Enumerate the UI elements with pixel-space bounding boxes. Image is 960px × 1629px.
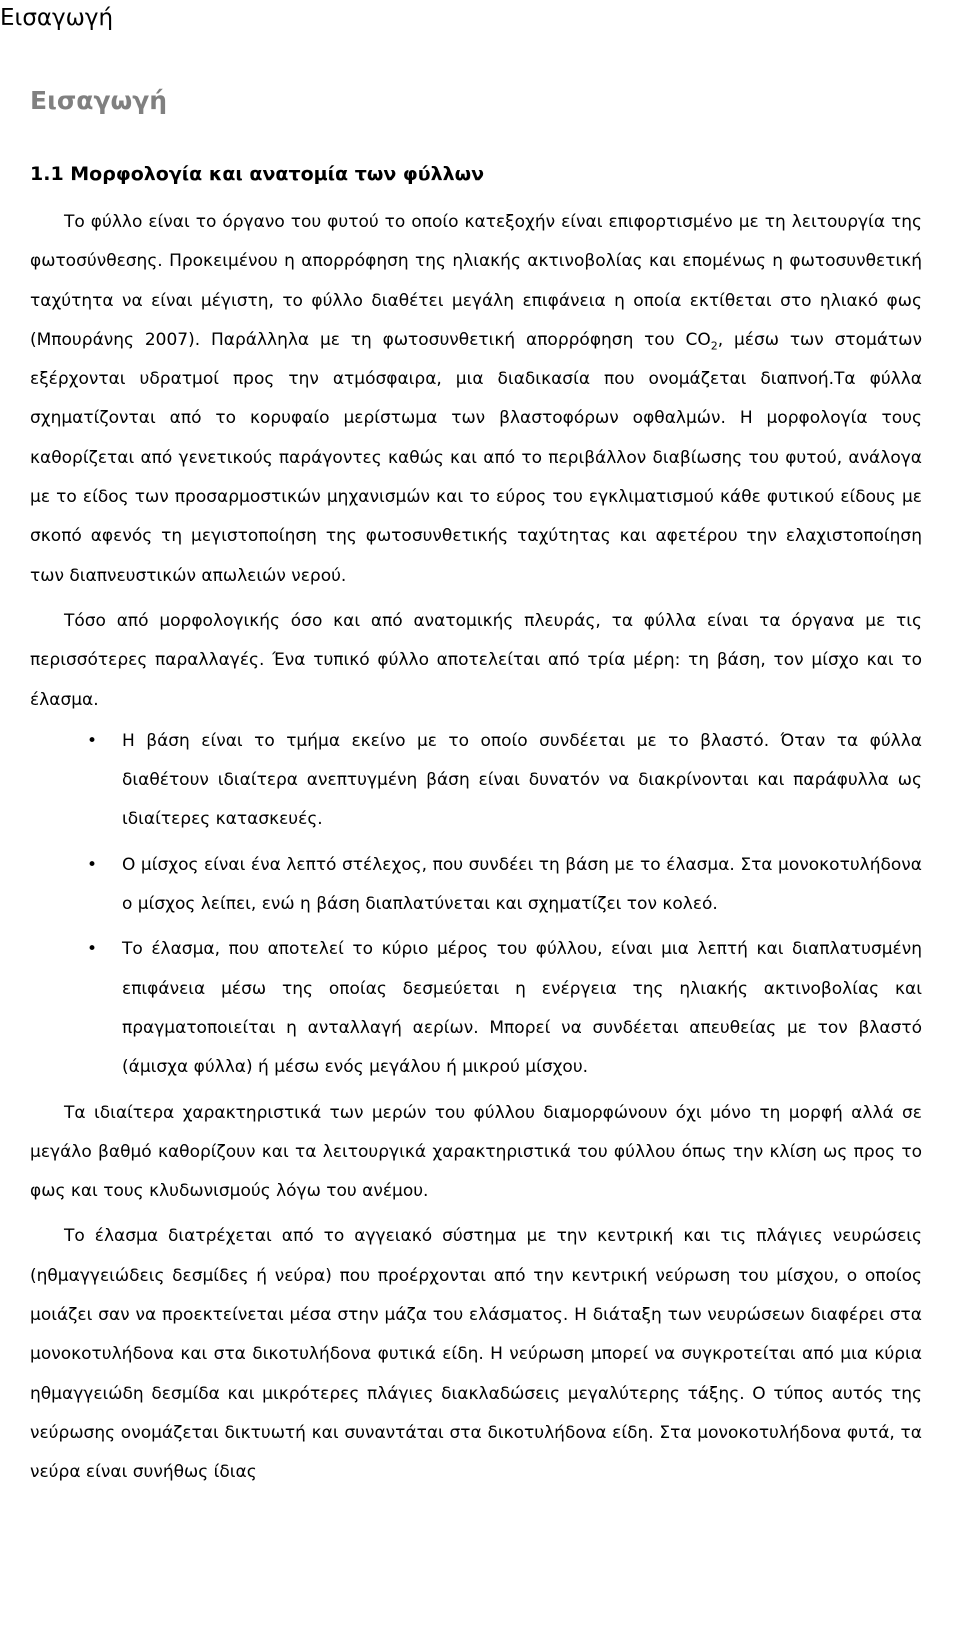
list-item bbox=[86, 846, 922, 925]
bullet-marker: • bbox=[86, 854, 98, 875]
paragraph-leaf-intro bbox=[30, 203, 922, 596]
bullet-marker: • bbox=[86, 939, 98, 960]
list-item-text: Η βάση είναι το τμήμα εκείνο με το οποίο συνδέεται με το βλαστό. Όταν τα φύλλα διαθέτουν ιδιαίτερα ανεπτυγμένη βάση είναι δυνατόν να διακρίνονται και παράφυλλα ως ιδιαίτερες κατασκευές. bbox=[122, 730, 922, 830]
paragraph-text: , μέσω των στομάτων εξέρχονται υδρατμοί προς την ατμόσφαιρα, μια διαδικασία που ονομάζεται διαπνοή.Τα φύλλα σχηματίζονται από το κορυφαίο μερίστωμα των βλαστοφόρων οφθαλμών. Η μορφολογία τους καθορίζεται από γενετικούς παράγοντες καθώς και από το περιβάλλον διαβίωσης του φυτού, ανάλογα με το είδος των προσαρμοστικών μηχανισμών και το εύρος του εγκλιματισμού κάθε φυτικού είδους με σκοπό αφενός τη μεγιστοποίηση της φωτοσυνθετικής ταχύτητας και αφετέρου την ελαχιστοποίηση των διαπνευστικών απωλειών νερού. bbox=[30, 329, 923, 586]
paragraph-leaf-characteristics: Τα ιδιαίτερα χαρακτηριστικά των μερών του φύλλου διαμορφώνουν όχι μόνο τη μορφή αλλά σε μεγάλο βαθμό καθορίζουν και τα λειτουργικά χαρακτηριστικά του φύλλου όπως την κλίση ως προς το φως και τους κλυδωνισμούς λόγω του ανέμου. bbox=[30, 1102, 922, 1202]
list-item bbox=[86, 930, 922, 1087]
list-item-text: Το έλασμα, που αποτελεί το κύριο μέρος του φύλλου, είναι μια λεπτή και διαπλατυσμένη επιφάνεια μέσω της οποίας δεσμεύεται η ενέργεια της ηλιακής ακτινοβολίας και πραγματοποιείται η ανταλλαγή αερίων. Μπορεί να συνδέεται απευθείας με τον βλαστό (άμισχα φύλλα) ή μέσω ενός μεγάλου ή μικρού μίσχου. bbox=[122, 939, 922, 1078]
list-item-text: Ο μίσχος είναι ένα λεπτό στέλεχος, που συνδέει τη βάση με το έλασμα. Στα μονοκοτυλήδονα ο μίσχος λείπει, ενώ η βάση διαπλατύνεται και σχηματίζει τον κολεό. bbox=[122, 854, 922, 915]
bullet-marker: • bbox=[86, 730, 98, 751]
section-heading: 1.1 Μορφολογία και ανατομία των φύλλων bbox=[30, 163, 485, 185]
leaf-parts-list bbox=[30, 722, 922, 1088]
document-body bbox=[30, 203, 922, 1493]
paragraph-text: Το φύλλο είναι το όργανο του φυτού το οποίο κατεξοχήν είναι επιφορτισμένο με τη λειτουργία της φωτοσύνθεσης. Προκειμένου η απορρόφηση της ηλιακής ακτινοβολίας και επομένως η φωτοσυνθετική ταχύτητα να είναι μέγιστη, το φύλλο διαθέτει μεγάλη επιφάνεια η οποία εκτίθεται στο ηλιακό φως (Μπουράνης 2007). Παράλληλα με τη φωτοσυνθετική απορρόφηση του bbox=[30, 212, 922, 350]
list-item bbox=[86, 722, 922, 840]
page-header-title: Εισαγωγή bbox=[0, 5, 114, 31]
chapter-title: Εισαγωγή bbox=[30, 86, 168, 115]
paragraph-leaf-venation: Το έλασμα διατρέχεται από το αγγειακό σύστημα με την κεντρική και τις πλάγιες νευρώσεις (ηθμαγγειώδεις δεσμίδες ή νεύρα) που προέρχονται από την κεντρική νεύρωση του μίσχου, ο οποίος μοιάζει σαν να προεκτείνεται μέσα στην μάζα του ελάσματος. Η διάταξη των νευρώσεων διαφέρει στα μονοκοτυλήδονα και στα δικοτυλήδονα φυτικά είδη. Η νεύρωση μπορεί να συγκροτείται από μια κύρια ηθμαγγειώδη δεσμίδα και μικρότερες πλάγιες διακλαδώσεις μεγαλύτερης τάξης. Ο τύπος αυτός της νεύρωσης ονομάζεται δικτυωτή και συναντάται στα δικοτυλήδονα είδη. Στα μονοκοτυλήδονα φυτά, τα νεύρα είναι συνήθως ίδιας bbox=[30, 1226, 922, 1483]
chemical-formula: $CO_2$ bbox=[685, 329, 718, 353]
paragraph-leaf-parts: Τόσο από μορφολογικής όσο και από ανατομικής πλευράς, τα φύλλα είναι τα όργανα με τις περισσότερες παραλλαγές. Ένα τυπικό φύλλο αποτελείται από τρία μέρη: τη βάση, τον μίσχο και το έλασμα. bbox=[30, 610, 922, 710]
subscript: 2 bbox=[710, 339, 718, 353]
